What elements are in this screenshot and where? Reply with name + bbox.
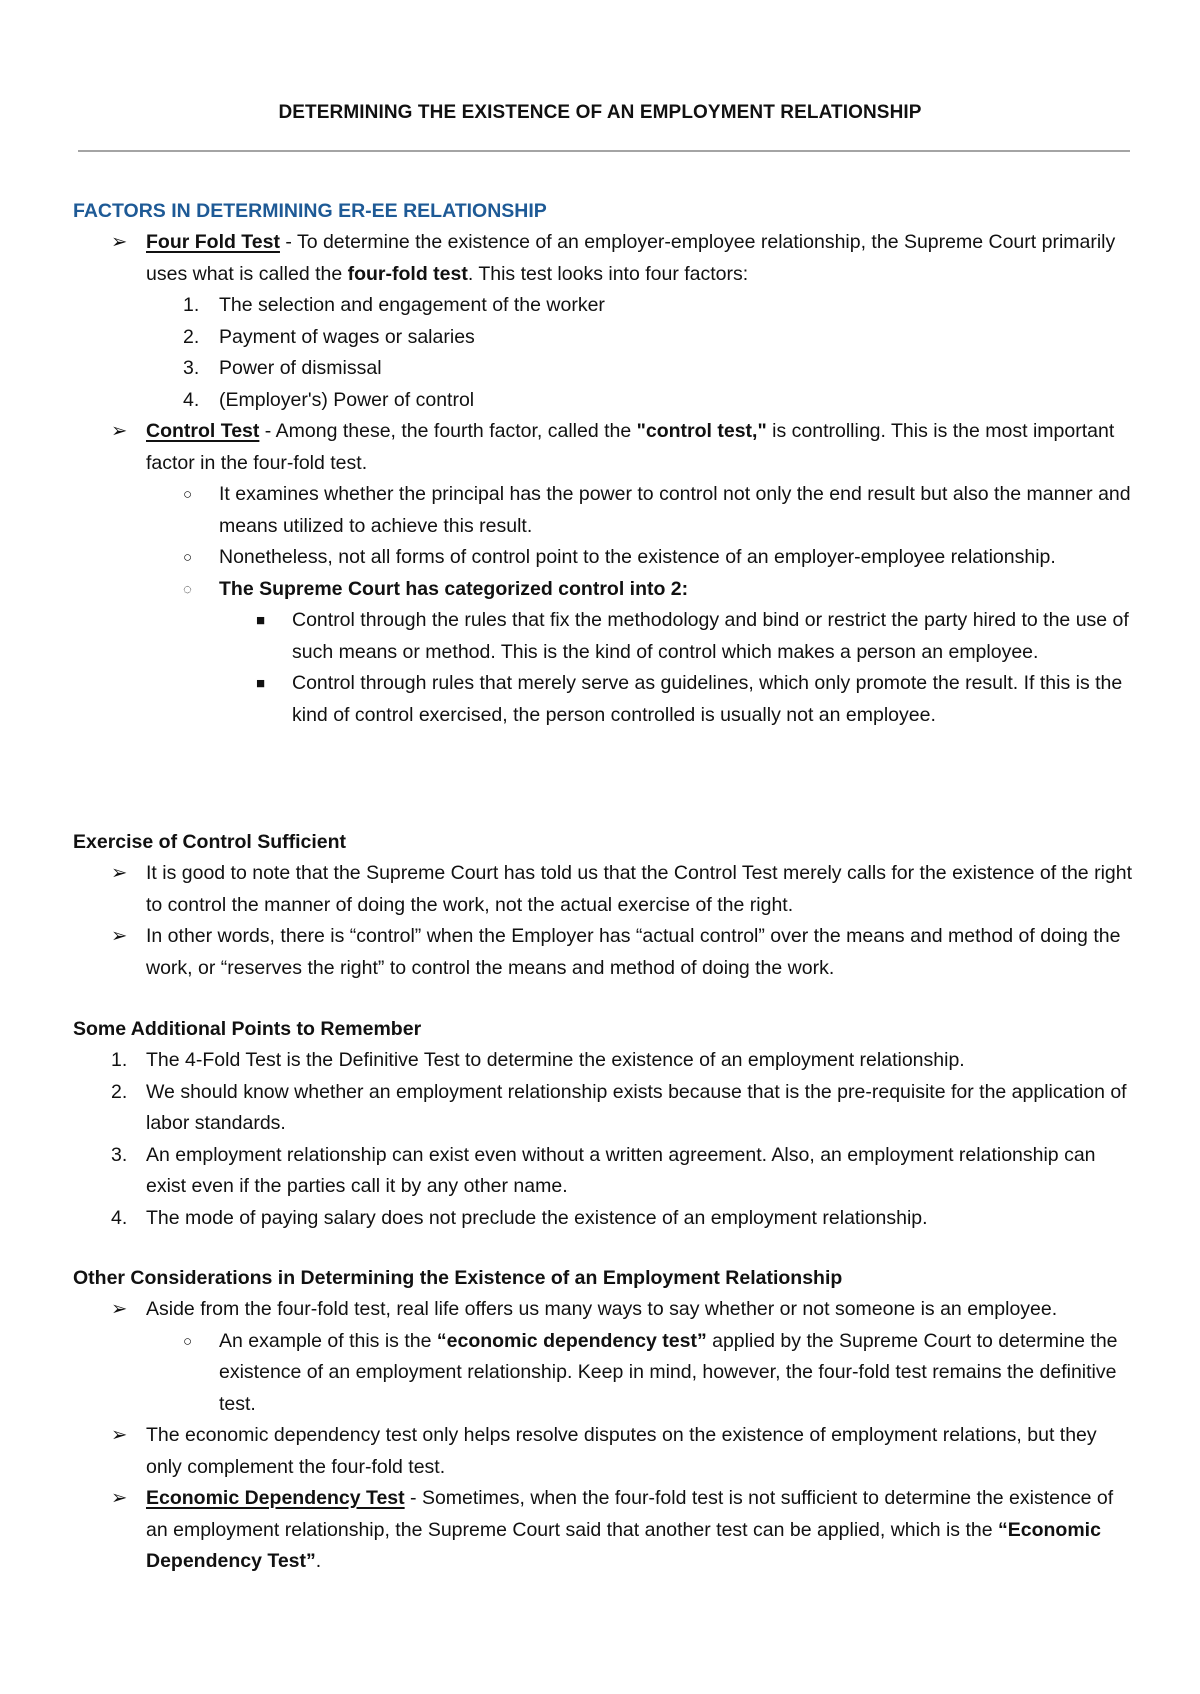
arrow-bullet-icon: ➢: [111, 925, 128, 947]
arrow-bullet-icon: ➢: [111, 1298, 128, 1320]
arrow-bullet-icon: ➢: [111, 862, 128, 884]
circle-bullet-icon: ○: [183, 486, 193, 503]
other-section: [0, 1294, 1200, 1578]
category-item: ■ Control through rules that merely serve as guidelines, which only promote the result. If this is the kind of control exercised, the person controlled is usually not an employee.: [292, 668, 1139, 731]
four-fold-item: ➢ Four Fold Test - To determine the existence of an employer-employee relationship, the Supreme Court primarily uses what is called the four-fold test. This test looks into four factors:: [146, 227, 1136, 290]
additional-heading: Some Additional Points to Remember: [73, 1018, 422, 1040]
edt-item: ➢ Economic Dependency Test - Sometimes, when the four-fold test is not sufficient to determine the existence of an employment relationship, the Supreme Court said that another test can be applied, which is the “Economic Dependency Test”.: [146, 1483, 1136, 1578]
other-heading: Other Considerations in Determining the Existence of an Employment Relationship: [73, 1267, 843, 1289]
square-bullet-icon: ■: [256, 675, 266, 692]
additional-section: [0, 1045, 1200, 1234]
additional-item: 3. An employment relationship can exist even without a written agreement. Also, an employment relationship can exist even if the parties call it by any other name.: [111, 1143, 1096, 1197]
helps-item: ➢ The economic dependency test only helps resolve disputes on the existence of employment relations, but they only complement the four-fold test.: [146, 1420, 1136, 1483]
aside-item: ➢ Aside from the four-fold test, real life offers us many ways to say whether or not someone is an employee.: [146, 1294, 1136, 1326]
edt-term: Economic Dependency Test: [146, 1487, 405, 1509]
four-fold-term: Four Fold Test: [146, 231, 280, 253]
control-test-item: ➢ Control Test - Among these, the fourth factor, called the "control test," is controlling. This is the most important factor in the four-fold test.: [146, 416, 1136, 479]
factor-item: 4. (Employer's) Power of control: [183, 388, 475, 411]
factors-section: [0, 227, 1200, 731]
exercise-section: [0, 858, 1200, 984]
factors-heading: FACTORS IN DETERMINING ER-EE RELATIONSHIP: [73, 200, 547, 222]
additional-item: 2. We should know whether an employment relationship exists because that is the pre-requisite for the application of labor standards.: [111, 1080, 1127, 1134]
title-divider: [78, 150, 1130, 152]
arrow-bullet-icon: ➢: [111, 420, 128, 442]
factor-item: 2. Payment of wages or salaries: [183, 325, 475, 348]
square-bullet-icon: ■: [256, 612, 266, 629]
exercise-item: ➢ In other words, there is “control” when the Employer has “actual control” over the means and method of doing the work, or “reserves the right” to control the means and method of doing the work.: [146, 921, 1136, 984]
exercise-heading: Exercise of Control Sufficient: [73, 831, 347, 853]
arrow-bullet-icon: ➢: [111, 231, 128, 253]
arrow-bullet-icon: ➢: [111, 1487, 128, 1509]
arrow-bullet-icon: ➢: [111, 1424, 128, 1446]
exercise-item: ➢ It is good to note that the Supreme Court has told us that the Control Test merely calls for the existence of the right to control the manner of doing the work, not the actual exercise of the right.: [146, 858, 1136, 921]
control-test-term: Control Test: [146, 420, 260, 442]
control-point: ○ Nonetheless, not all forms of control point to the existence of an employer-employee relationship.: [219, 542, 1139, 574]
page-title: DETERMINING THE EXISTENCE OF AN EMPLOYMENT RELATIONSHIP: [278, 102, 922, 123]
circle-bullet-icon: ○: [183, 549, 193, 566]
example-item: ○ An example of this is the “economic dependency test” applied by the Supreme Court to determine the existence of an employment relationship. Keep in mind, however, the four-fold test remains the definitive test.: [219, 1326, 1139, 1421]
additional-item: 4. The mode of paying salary does not preclude the existence of an employment relationship.: [111, 1206, 928, 1229]
category-item: ■ Control through the rules that fix the methodology and bind or restrict the party hired to the use of such means or method. This is the kind of control which makes a person an employee.: [292, 605, 1139, 668]
additional-item: 1. The 4-Fold Test is the Definitive Test to determine the existence of an employment relationship.: [111, 1049, 965, 1071]
circle-bullet-icon: ○: [183, 1332, 193, 1350]
control-point: ○ It examines whether the principal has the power to control not only the end result but also the manner and means utilized to achieve this result.: [219, 479, 1139, 542]
factor-item: 3. Power of dismissal: [183, 357, 382, 379]
factor-item: 1. The selection and engagement of the worker: [183, 294, 605, 316]
dashed-circle-bullet-icon: ◌: [183, 580, 192, 598]
categorized-point: ◌ The Supreme Court has categorized control into 2:: [219, 574, 1139, 606]
